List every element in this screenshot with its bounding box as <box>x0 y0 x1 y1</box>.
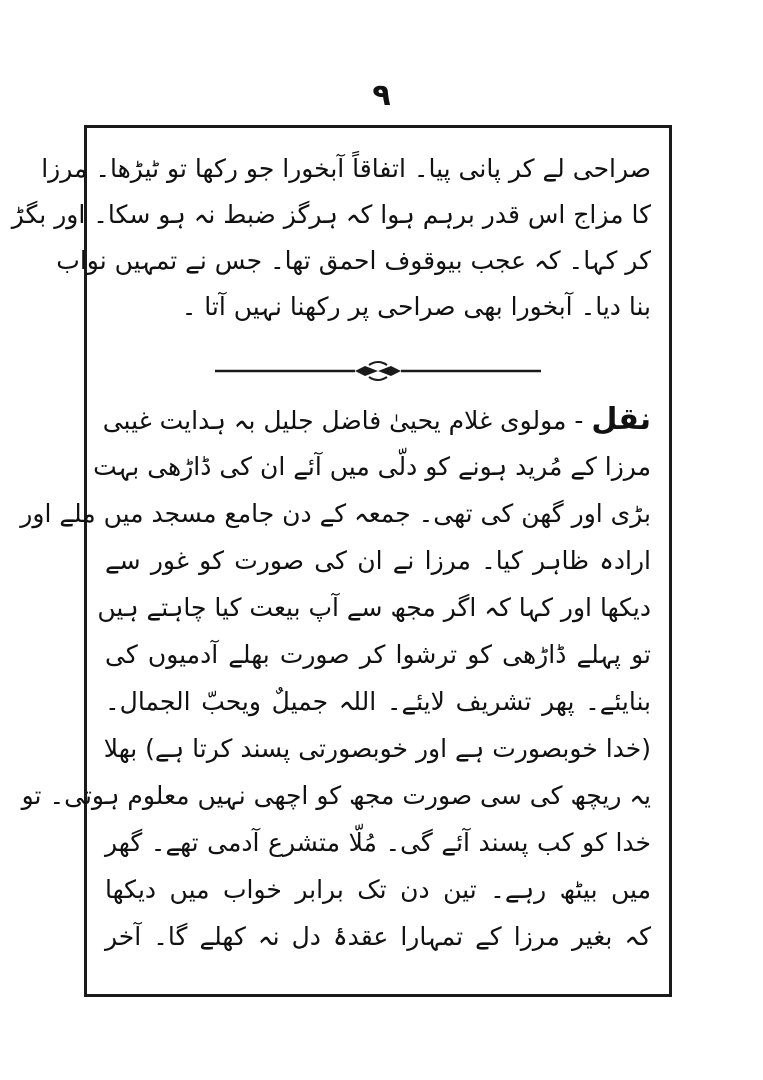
passage-2-line-6: تو پہلے ڈاڑھی کو ترشوا کر صورت بھلے آدمیوں کی <box>105 640 651 669</box>
passage-1-line-2: کا مزاج اس قدر برہم ہوا کہ ہرگز ضبط نہ ہو سکا۔ اور بگڑ <box>11 200 651 229</box>
passage-1-line-4: بنا دیا۔ آبخورا بھی صراحی پر رکھنا نہیں آتا ۔ <box>181 292 651 321</box>
passage-2-line-8: (خدا خوبصورت ہے اور خوبصورتی پسند کرتا ہے) بھلا <box>103 734 651 763</box>
passage-2-line-10: خدا کو کب پسند آئے گی۔ مُلّا متشرع آدمی تھے۔ گھر <box>105 828 651 857</box>
text-frame <box>11 125 672 997</box>
passage-2-line-7: بنایئے۔ پھر تشریف لایئے۔ اللہ جمیلٌ ویحبّ الجمال۔ <box>105 687 651 716</box>
passage-2 <box>20 396 651 960</box>
passage-2-line-11: میں بیٹھ رہے۔ تین دن تک برابر خواب میں دیکھا <box>105 875 651 904</box>
anecdote-heading: نقل <box>591 402 651 437</box>
passage-2-line-1-text: - مولوی غلام یحییٰ فاضل جلیل بہ ہدایت غیبی <box>102 406 592 435</box>
passage-1-line-1: صراحی لے کر پانی پیا۔ اتفاقاً آبخورا جو رکھا تو ٹیڑھا۔ مرزا <box>41 154 651 183</box>
ornamental-divider <box>215 361 541 381</box>
passage-2-line-2: مرزا کے مُرید ہونے کو دلّی میں آئے ان کی ڈاڑھی بہت <box>93 452 651 481</box>
passage-2-line-1 <box>102 396 651 443</box>
passage-2-line-5: دیکھا اور کہا کہ اگر مجھ سے آپ بیعت کیا چاہتے ہیں <box>97 593 651 622</box>
passage-1-line-3: کر کہا۔ کہ عجب بیوقوف احمق تھا۔ جس نے تمہیں نواب <box>56 246 651 275</box>
passage-2-line-9: یہ ریچھ کی سی صورت مجھ کو اچھی نہیں معلوم ہوتی۔ تو <box>21 781 651 810</box>
passage-2-line-4: ارادہ ظاہر کیا۔ مرزا نے ان کی صورت کو غور سے <box>105 546 651 575</box>
passage-2-line-12: کہ بغیر مرزا کے تمہارا عقدۂ دل نہ کھلے گا۔ آخر <box>105 922 651 951</box>
passage-1 <box>11 146 651 330</box>
page-number: ۹ <box>372 78 391 113</box>
passage-2-line-3: بڑی اور گھن کی تھی۔ جمعہ کے دن جامع مسجد میں ملے اور <box>20 499 651 528</box>
